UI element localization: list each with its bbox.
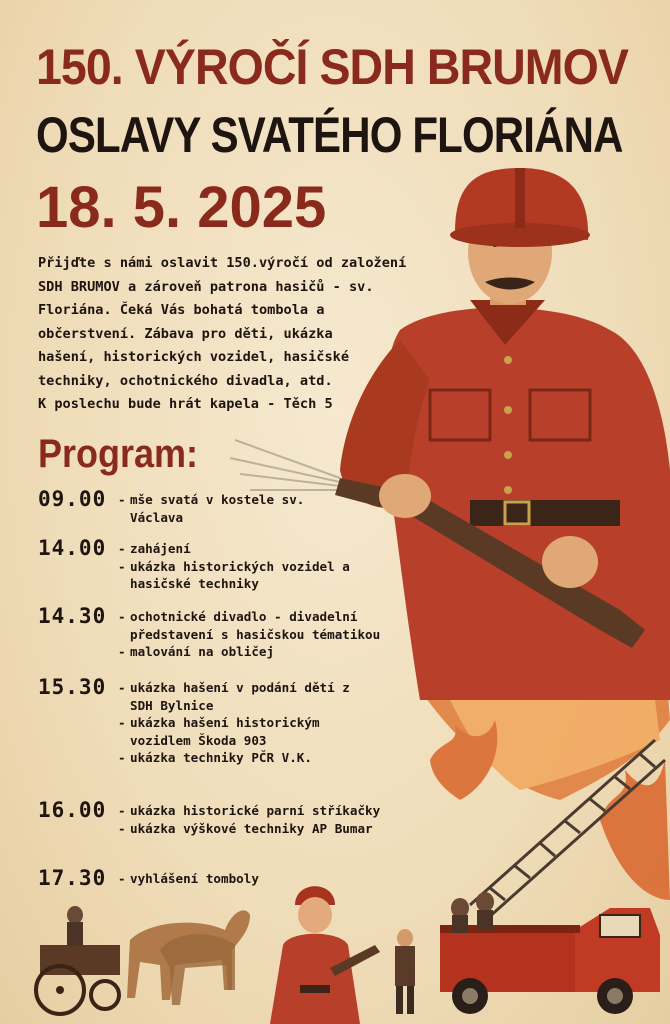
child-firefighter-icon [270, 886, 380, 1024]
program-heading: Program: [38, 432, 199, 476]
program-item: - ochotnické divadlo - divadelní představení s hasičskou tématikou [118, 609, 381, 642]
intro-line: techniky, ochotnického divadla, atd. [38, 372, 333, 389]
event-date: 18. 5. 2025 [36, 175, 327, 240]
program-item: - ukázka techniky PČR V.K. [118, 750, 312, 765]
program-time: 15.30 [38, 675, 107, 699]
program-item: - vyhlášení tomboly [118, 871, 259, 886]
program-item: - ukázka hašení historickým vozidlem Škoda 903 [118, 715, 320, 748]
intro-paragraph [38, 252, 458, 417]
program-item: - ukázka výškové techniky AP Bumar [118, 820, 373, 836]
program-item: - zahájení [118, 541, 191, 556]
program-item: - ukázka hašení v podání dětí z SDH Bylnice [118, 680, 350, 713]
intro-line: občerstvení. Zábava pro děti, ukázka [38, 325, 333, 342]
program-time: 14.30 [38, 604, 107, 628]
program-item: - mše svatá v kostele sv. Václava [118, 492, 305, 525]
fire-truck-icon [440, 892, 660, 1014]
intro-line: hašení, historických vozidel, hasičské [38, 349, 349, 365]
horse-wagon-icon [36, 906, 250, 1014]
celebration-title: OSLAVY SVATÉHO FLORIÁNA [36, 107, 623, 163]
program-time: 14.00 [38, 536, 107, 560]
intro-line: K poslechu bude hrát kapela - Těch 5 [38, 396, 333, 412]
intro-line: Floriána. Čeká Vás bohatá tombola a [38, 302, 325, 318]
program-item: - ukázka historické parní stříkačky [118, 803, 381, 818]
program-time: 16.00 [38, 798, 107, 822]
program-item: - malování na obličej [118, 644, 275, 659]
intro-line: Přijďte s námi oslavit 150.výročí od založení [38, 255, 407, 271]
program-time: 09.00 [38, 487, 107, 511]
water-spray-icon [230, 440, 340, 490]
bystander-icon [395, 929, 415, 1014]
program-item: - ukázka historických vozidel a hasičské techniky [118, 558, 350, 591]
intro-line: SDH BRUMOV a zároveň patrona hasičů - sv. [38, 278, 374, 295]
program-time: 17.30 [38, 866, 107, 890]
anniversary-title: 150. VÝROČÍ SDH BRUMOV [36, 39, 628, 95]
